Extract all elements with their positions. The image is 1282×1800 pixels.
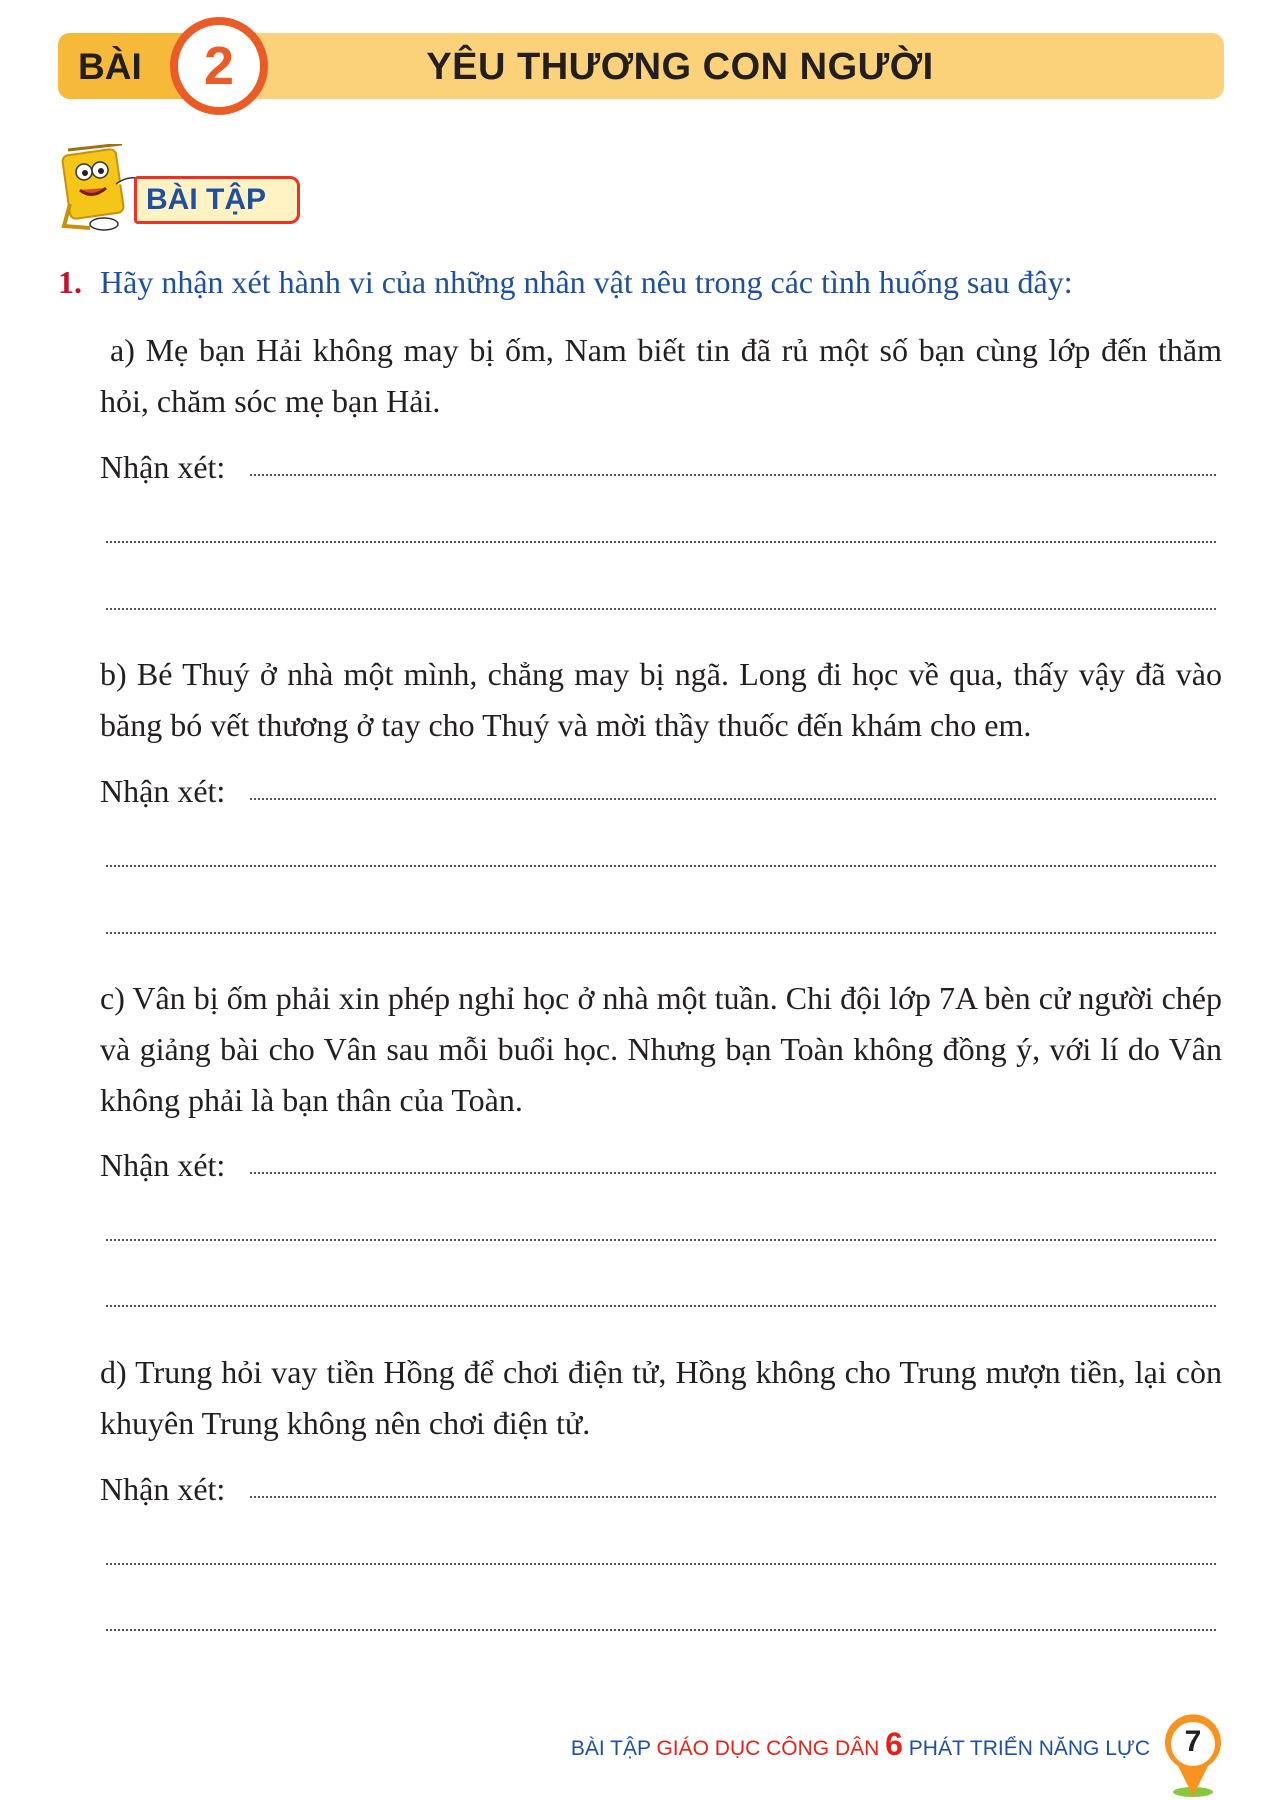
situation-a-text: a) Mẹ bạn Hải không may bị ốm, Nam biết tin đã rủ một số bạn cùng lớp đến thăm hỏi, chăm sóc mẹ bạn Hải. (100, 332, 1222, 419)
situation-d-text: d) Trung hỏi vay tiền Hồng để chơi điện tử, Hồng không cho Trung mượn tiền, lại còn khuyên Trung không nên chơi điện tử. (100, 1354, 1222, 1441)
situation-a-answer-line[interactable] (106, 541, 1216, 543)
situation-d-answer-line[interactable] (106, 1629, 1216, 1631)
situation-b-answer-label: Nhận xét: (100, 773, 226, 809)
situation-c-text: c) Vân bị ốm phải xin phép nghỉ học ở nhà một tuần. Chi đội lớp 7A bèn cử người chép và giảng bài cho Vân sau mỗi buổi học. Nhưng bạn Toàn không đồng ý, với lí do Vân không phải là bạn thân của Toàn. (100, 980, 1222, 1118)
footer-prefix: BÀI TẬP (570, 1737, 651, 1760)
question-prompt: Hãy nhận xét hành vi của những nhân vật nêu trong các tình huống sau đây: (100, 264, 1073, 300)
footer-grade: 6 (885, 1726, 903, 1762)
lesson-title: YÊU THƯƠNG CON NGƯỜI (426, 46, 934, 88)
situation-d-answer-line[interactable] (106, 1563, 1216, 1565)
situation-a-answer-line[interactable] (106, 608, 1216, 610)
situation-d-answer-label: Nhận xét: (100, 1471, 226, 1507)
lesson-label: BÀI (78, 46, 142, 87)
situation-b-answer-line[interactable] (106, 865, 1216, 867)
situation-b-answer-line[interactable] (106, 932, 1216, 934)
situation-c-answer-line[interactable] (106, 1239, 1216, 1241)
situation-c-answer-label: Nhận xét: (100, 1147, 226, 1183)
question-number: 1. (58, 264, 82, 300)
situation-d-answer-line[interactable] (250, 1496, 1216, 1498)
situation-a-answer-line[interactable] (250, 474, 1216, 476)
situation-c-answer-line[interactable] (250, 1172, 1216, 1174)
book-title-footer (560, 1727, 1150, 1761)
lesson-number: 2 (203, 36, 235, 96)
footer-subject: GIÁO DỤC CÔNG DÂN (656, 1737, 880, 1760)
section-label: BÀI TẬP (146, 183, 266, 216)
footer-suffix: PHÁT TRIỂN NĂNG LỰC (908, 1737, 1150, 1760)
situation-c-answer-line[interactable] (106, 1305, 1216, 1307)
situation-b-answer-line[interactable] (250, 798, 1216, 800)
situation-a-answer-label: Nhận xét: (100, 449, 226, 485)
lesson-number-badge (170, 17, 268, 115)
page-number: 7 (1184, 1725, 1202, 1758)
situation-b-text: b) Bé Thuý ở nhà một mình, chẳng may bị ngã. Long đi học về qua, thấy vậy đã vào băng bó vết thương ở tay cho Thuý và mời thầy thuốc đến khám cho em. (100, 656, 1222, 743)
